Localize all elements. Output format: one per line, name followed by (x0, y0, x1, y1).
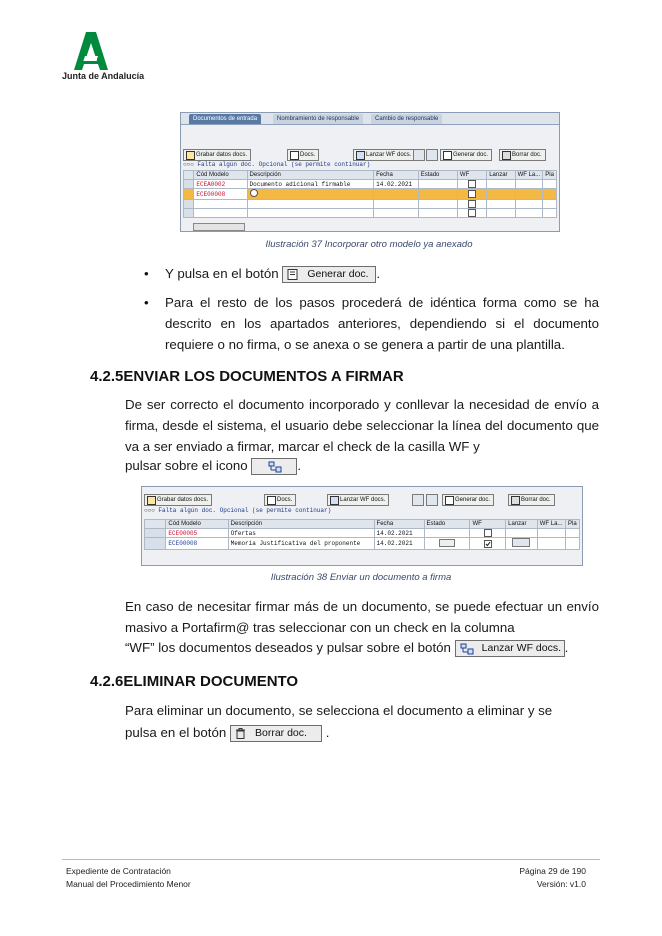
sap-window-figure38 (141, 486, 583, 566)
footer-left-line2: Manual del Procedimiento Menor (66, 879, 191, 889)
column-header: Pla (543, 171, 557, 180)
document-icon (443, 151, 452, 160)
sap-window-figure37 (180, 112, 560, 232)
status-icon[interactable] (439, 539, 455, 547)
wf-checkbox-checked[interactable] (484, 540, 492, 548)
wf-checkbox[interactable] (468, 209, 476, 217)
section425-paragraph1: De ser correcto el documento incorporado y conllevar la necesidad de envío a firma, desde el sistema, el usuario debe seleccionar la línea del documento que va a ser enviado a firmar, marcar el check de la casilla WF y (125, 397, 599, 454)
column-header: WF La... (515, 171, 543, 180)
trash-icon (235, 728, 246, 739)
traffic-light-icon: ○○○ (183, 161, 198, 168)
trash-icon (511, 496, 520, 505)
column-header: WF (470, 520, 506, 529)
column-header: Cód Modelo (194, 171, 247, 180)
bullet-dot: • (144, 266, 149, 281)
workflow-icon (460, 643, 474, 655)
column-header: Cód Modelo (166, 520, 228, 529)
tab-nombramiento-responsable[interactable]: Nombramiento de responsable (273, 114, 363, 124)
save-icon (147, 496, 156, 505)
section425-paragraph2: En caso de necesitar firmar más de un documento, se puede efectuar un envío masivo a Portafirm@ tras seleccionar con un check en la columna (125, 599, 599, 635)
column-header: Estado (424, 520, 470, 529)
lanzar-workflow-icon[interactable] (512, 538, 530, 547)
codigo-cell: ECEA0002 (194, 180, 247, 189)
section425-paragraph2-tail: “WF” los documentos deseados y pulsar sobre el botón Lanzar WF docs. . (125, 640, 569, 655)
footer-page-number: Página 29 de 190 (519, 866, 586, 876)
column-header: WF (457, 171, 486, 180)
docs-button[interactable]: Docs. (264, 494, 296, 506)
workflow-icon (330, 496, 339, 505)
fecha-cell: 14.02.2021 (374, 538, 424, 550)
descripcion-cell: Documento adicional firmable (247, 180, 374, 189)
lanzar-wf-button[interactable]: Lanzar WF docs. (353, 149, 415, 161)
bullet-dot: • (144, 295, 149, 310)
tab-strip (181, 113, 559, 125)
document-icon (267, 496, 276, 505)
table-icon[interactable] (426, 494, 438, 506)
figure37-caption: Ilustración 37 Incorporar otro modelo ya anexado (265, 239, 473, 250)
fecha-cell: 14.02.2021 (374, 529, 424, 538)
codigo-cell: ECE00005 (166, 529, 228, 538)
descripcion-cell: Memoria Justificativa del proponente (228, 538, 374, 550)
status-message: ○○○ Falta algún doc. Opcional (se permite continuar) (183, 161, 371, 168)
column-header: WF La... (537, 520, 565, 529)
tab-documentos-entrada[interactable]: Documentos de entrada (189, 114, 261, 124)
section425-paragraph1-tail: pulsar sobre el icono . (125, 458, 302, 473)
horizontal-scrollbar[interactable] (193, 223, 245, 231)
wf-checkbox[interactable] (468, 190, 476, 198)
section426-paragraph: Para eliminar un documento, se selecciona el documento a eliminar y se (125, 703, 553, 718)
column-header: Estado (418, 171, 457, 180)
table-header-row (184, 171, 557, 180)
workflow-icon (268, 461, 282, 473)
borrar-doc-button[interactable]: Borrar doc. (499, 149, 546, 161)
grid-icon[interactable] (412, 494, 424, 506)
footer-divider (62, 859, 600, 860)
figure38-caption: Ilustración 38 Enviar un documento a firma (270, 572, 452, 583)
grabar-datos-button[interactable]: Grabar datos docs. (144, 494, 212, 506)
section426-paragraph-tail: pulsa en el botón Borrar doc. . (125, 725, 330, 740)
tab-cambio-responsable[interactable]: Cambio de responsable (371, 114, 442, 124)
column-header: Pla (565, 520, 579, 529)
table-header-row (145, 520, 580, 529)
column-header: Fecha (374, 171, 419, 180)
section-heading-426: 4.2.6ELIMINAR DOCUMENTO (90, 673, 299, 690)
document-icon (287, 269, 298, 280)
generar-doc-button[interactable]: Generar doc. (440, 149, 492, 161)
column-header: Descripción (247, 171, 374, 180)
bullet-pasos: Para el resto de los pasos procederá de idéntica forma como se ha descrito en los apartados anteriores, dependiendo si el documento requiere o no firma, o se anexa o se genera a partir de una plantilla. (165, 295, 599, 352)
lanzar-wf-button[interactable]: Lanzar WF docs. (327, 494, 389, 506)
footer-left-line1: Expediente de Contratación (66, 866, 171, 876)
wf-checkbox[interactable] (468, 200, 476, 208)
workflow-icon (356, 151, 365, 160)
grabar-datos-button[interactable]: Grabar datos docs. (183, 149, 251, 161)
table-row-selected[interactable] (145, 538, 580, 550)
documents-table (183, 170, 557, 218)
table-row[interactable] (184, 200, 557, 209)
table-icon[interactable] (426, 149, 438, 161)
document-icon (290, 151, 299, 160)
borrar-doc-inline-button[interactable]: Borrar doc. (230, 725, 322, 742)
document-icon (445, 496, 454, 505)
borrar-doc-button[interactable]: Borrar doc. (508, 494, 555, 506)
codigo-cell: ECE00008 (166, 538, 228, 550)
logo-text: Junta de Andalucía (62, 71, 145, 81)
fecha-cell: 14.02.2021 (374, 180, 419, 189)
documents-table (144, 519, 580, 550)
generar-doc-inline-button[interactable]: Generar doc. (282, 266, 376, 283)
save-icon (186, 151, 195, 160)
descripcion-cell: Ofertas (228, 529, 374, 538)
wf-checkbox[interactable] (484, 529, 492, 537)
column-header: Fecha (374, 520, 424, 529)
lanzar-wf-inline-icon[interactable] (251, 458, 297, 475)
grid-icon[interactable] (413, 149, 425, 161)
column-header: Lanzar (506, 520, 538, 529)
status-message: ○○○ Falta algún doc. Opcional (se permite continuar) (144, 507, 332, 514)
traffic-light-icon: ○○○ (144, 507, 159, 514)
bullet-generar: Y pulsa en el botón Generar doc. . (165, 266, 381, 281)
table-row[interactable] (145, 529, 580, 538)
generar-doc-button[interactable]: Generar doc. (442, 494, 494, 506)
section-heading-425: 4.2.5ENVIAR LOS DOCUMENTOS A FIRMAR (90, 368, 404, 385)
docs-button[interactable]: Docs. (287, 149, 319, 161)
lanzar-wf-inline-button[interactable]: Lanzar WF docs. (455, 640, 565, 657)
table-row-selected[interactable] (184, 189, 557, 200)
table-row[interactable] (184, 209, 557, 218)
footer-version: Versión: v1.0 (536, 879, 586, 889)
table-row[interactable] (184, 180, 557, 189)
trash-icon (502, 151, 511, 160)
column-header: Descripción (228, 520, 374, 529)
codigo-cell[interactable]: ECE00008 (194, 189, 247, 200)
value-help-icon[interactable] (250, 189, 258, 197)
column-header: Lanzar (487, 171, 515, 180)
wf-checkbox[interactable] (468, 180, 476, 188)
